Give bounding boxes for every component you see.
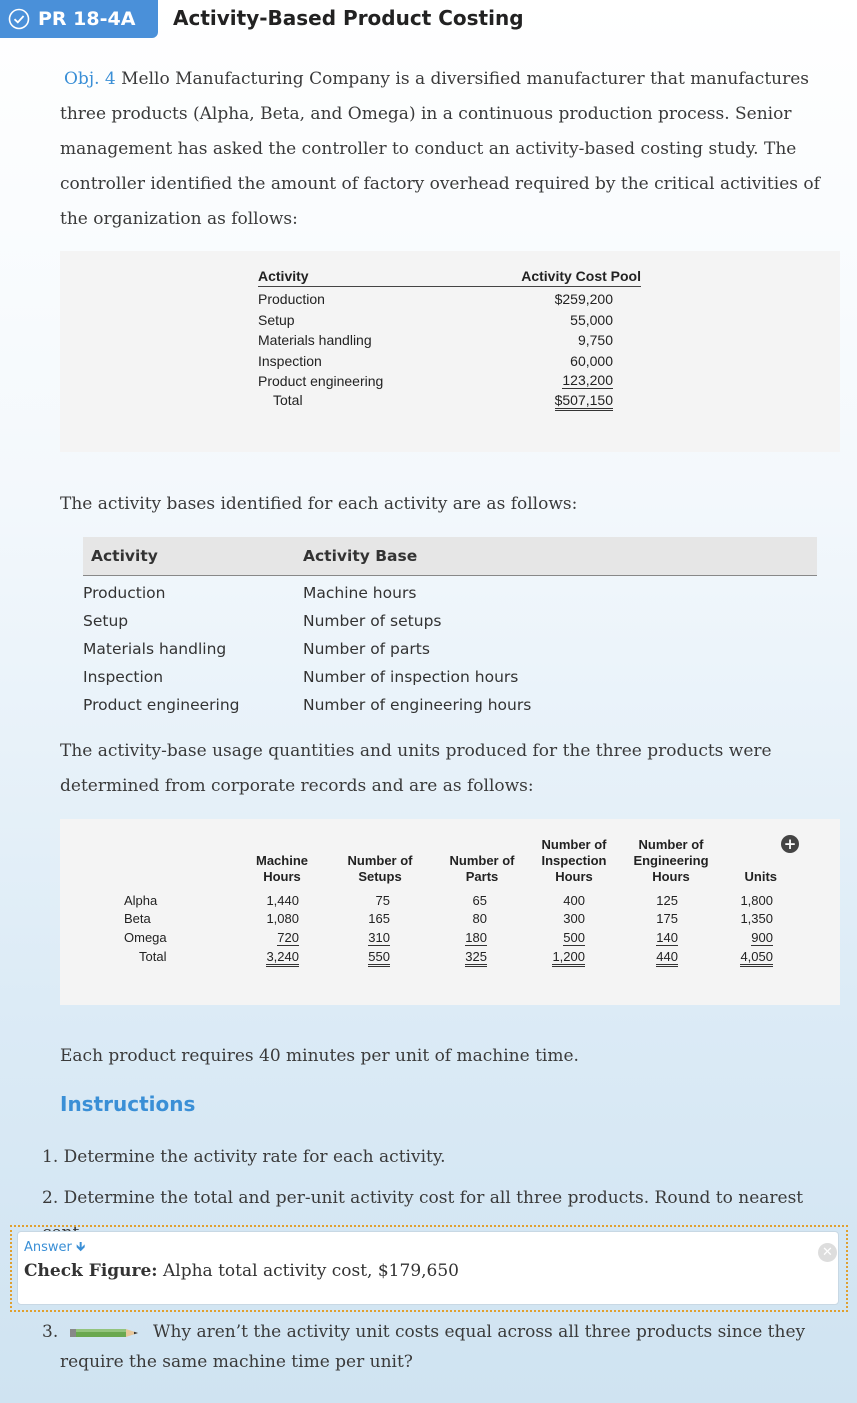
cost-pool-amount: $259,200 (554, 291, 613, 307)
table-row (258, 330, 641, 351)
usage-cell (529, 929, 585, 947)
usage-cell: 400 (563, 893, 585, 908)
bases-base: Machine hours (303, 584, 417, 602)
amount-text: $507,150 (555, 392, 613, 411)
check-figure-label: Check Figure: (24, 1261, 158, 1281)
intro-paragraph (60, 62, 830, 237)
header-line: Number of (449, 853, 515, 868)
table-row (83, 691, 817, 719)
bases-activity: Inspection (83, 668, 164, 686)
table-row (83, 663, 817, 691)
header-line: Machine (255, 853, 308, 868)
header (0, 0, 857, 40)
usage-cell (719, 948, 773, 966)
usage-header-inspection (532, 837, 616, 885)
bases-activity: Product engineering (83, 696, 240, 714)
table-row (258, 371, 641, 392)
arrow-down-icon: 🡻 (76, 1240, 86, 1255)
usage-cell (244, 948, 299, 966)
usage-value: 1,200 (552, 949, 585, 967)
header-line: Number of (638, 837, 704, 852)
usage-intro: The activity-base usage quantities and units produced for the three products were determined from corporate records and are as follows: (60, 741, 772, 796)
usage-cell (439, 948, 487, 966)
cost-pool-header-amount: Activity Cost Pool (521, 268, 641, 284)
check-figure-text: Alpha total activity cost, $179,650 (162, 1261, 459, 1281)
question-text-line-1: Why aren’t the activity unit costs equal across all three products since they (153, 1322, 806, 1342)
badge-label: PR 18-4A (38, 8, 136, 30)
usage-value: 4,050 (740, 949, 773, 967)
usage-value: 3,240 (266, 949, 299, 967)
header-line: Inspection (541, 853, 607, 868)
cost-pool-activity: Materials handling (258, 332, 372, 348)
usage-cell: 80 (472, 911, 487, 926)
bases-activity: Setup (83, 612, 129, 630)
usage-cell (624, 929, 678, 947)
usage-value: 550 (368, 949, 390, 967)
bases-intro: The activity bases identified for each activity are as follows: (60, 494, 578, 514)
usage-cell (624, 948, 678, 966)
cost-pool-activity: Product engineering (258, 373, 384, 389)
answer-label: Answer (24, 1240, 72, 1255)
intro-text: Mello Manufacturing Company is a diversified manufacturer that manufactures three products (Alpha, Beta, and Omega) in a continuous production process. Senior management has asked the controller to conduct an activity-based costing study. The controller identified the amount of factory overhead required by the critical activities of the organization as follows: (60, 69, 820, 229)
page-title: Activity-Based Product Costing (173, 6, 524, 30)
bases-base: Number of parts (303, 640, 430, 658)
usage-value: 440 (656, 949, 678, 967)
usage-row-label: Beta (124, 911, 151, 926)
header-line: Engineering (633, 853, 709, 868)
check-circle-icon (8, 8, 30, 30)
usage-cell (529, 948, 585, 966)
question-3-continued: require the same machine time per unit? (60, 1352, 413, 1372)
usage-cell (244, 929, 299, 947)
usage-header-machine-hours (246, 853, 318, 885)
bases-header-base: Activity Base (303, 547, 418, 565)
table-row (83, 579, 817, 607)
usage-cell: 1,080 (266, 911, 299, 926)
objective-link[interactable]: Obj. 4 (64, 69, 116, 89)
table-row (258, 392, 641, 413)
usage-value: 180 (465, 930, 487, 945)
answer-box (17, 1231, 839, 1305)
bases-activity: Materials handling (83, 640, 227, 658)
usage-cell (336, 948, 390, 966)
answer-toggle[interactable] (24, 1238, 85, 1260)
cost-pool-total-label: Total (273, 391, 303, 408)
pencil-icon (70, 1326, 142, 1340)
usage-cell (719, 929, 773, 947)
usage-header-units (729, 869, 777, 885)
usage-cell: 65 (472, 893, 487, 908)
check-figure (24, 1261, 459, 1281)
cost-pool-header-activity: Activity (258, 268, 309, 284)
machine-time-note: Each product requires 40 minutes per unit of machine time. (60, 1046, 579, 1066)
table-row (83, 635, 817, 663)
usage-value: 325 (465, 949, 487, 967)
instructions-heading: Instructions (60, 1092, 196, 1116)
close-icon[interactable]: ✕ (818, 1243, 837, 1262)
instruction-item-1: 1. Determine the activity rate for each activity. (42, 1147, 446, 1167)
bases-activity: Production (83, 584, 166, 602)
usage-row-label: Total (139, 949, 167, 964)
usage-header-setups (339, 853, 421, 885)
table-row (258, 310, 641, 331)
usage-value: 310 (368, 930, 390, 945)
usage-header-engineering (626, 837, 716, 885)
usage-cell (336, 929, 390, 947)
cost-pool-amount: 55,000 (570, 311, 613, 328)
answer-panel (10, 1225, 848, 1312)
usage-row-label: Alpha (124, 893, 158, 908)
header-line: Hours (652, 869, 690, 884)
table-row (258, 351, 641, 372)
bases-base: Number of setups (303, 612, 442, 630)
header-line: Hours (263, 869, 301, 884)
usage-cell: 125 (656, 893, 678, 908)
instruction-item-2: 2. Determine the total and per-unit activity cost for all three products. Round to nearest (42, 1188, 804, 1208)
table-row (83, 607, 817, 635)
cost-pool-activity: Production (258, 291, 325, 307)
table-row (258, 289, 641, 310)
cost-pool-amount: 9,750 (577, 332, 613, 348)
header-line: Number of (347, 853, 413, 868)
usage-value: 720 (277, 930, 299, 945)
cost-pool-amount (518, 371, 641, 392)
usage-cell: 1,800 (740, 893, 773, 908)
bases-base: Number of inspection hours (303, 668, 519, 686)
usage-cell: 1,440 (266, 893, 299, 908)
cost-pool-amount (518, 392, 641, 413)
usage-row-label: Omega (124, 930, 167, 945)
cost-pool-table (258, 268, 641, 412)
header-line: Setups (358, 869, 402, 884)
usage-cell: 300 (563, 911, 585, 926)
bases-base: Number of engineering hours (303, 696, 532, 714)
amount-text: 123,200 (562, 372, 613, 388)
cost-pool-amount: 60,000 (570, 352, 613, 369)
header-line: Number of (541, 837, 607, 852)
usage-value: 140 (656, 930, 678, 945)
usage-cell: 175 (656, 911, 678, 926)
usage-cell: 165 (368, 911, 390, 926)
expand-plus-icon[interactable]: + (781, 835, 799, 853)
problem-badge (0, 0, 158, 38)
table-header (83, 537, 817, 576)
bases-header-activity: Activity (91, 547, 158, 565)
header-line: Hours (555, 869, 593, 884)
usage-header-parts (442, 853, 522, 885)
cost-pool-activity: Inspection (258, 352, 322, 369)
usage-value: 900 (751, 930, 773, 945)
usage-cell (439, 929, 487, 947)
cost-pool-activity: Setup (258, 311, 295, 328)
usage-cell: 75 (375, 893, 390, 908)
activity-bases-table (83, 537, 817, 719)
usage-value: 500 (563, 930, 585, 945)
usage-cell: 1,350 (740, 911, 773, 926)
header-line: Parts (465, 869, 499, 884)
question-number: 3. (42, 1322, 59, 1342)
header-line: Units (744, 869, 777, 884)
